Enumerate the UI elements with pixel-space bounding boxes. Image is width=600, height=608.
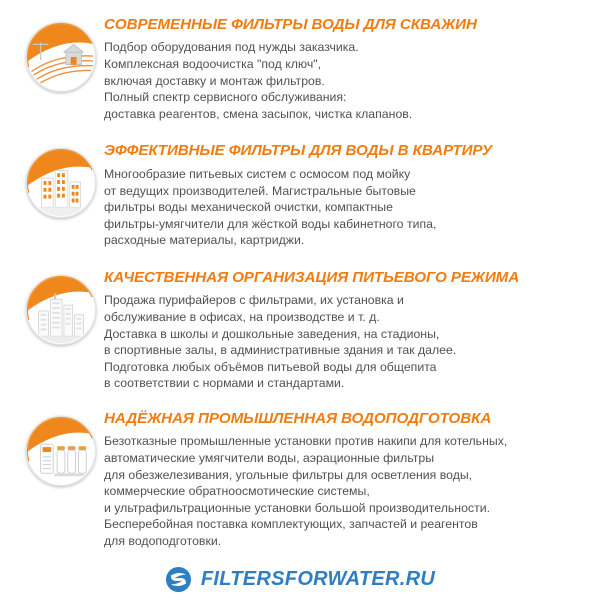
city-towers-icon [26, 275, 96, 345]
text-column [104, 402, 586, 550]
section-body [104, 166, 586, 249]
body-line: Доставка в школы и дошкольные заведения, на стадионы, [104, 326, 440, 341]
body-line: в спортивные залы, в административные здания и так далее. [104, 343, 457, 358]
apartment-building-icon-art [27, 149, 95, 217]
body-line: расходные материалы, картриджи. [104, 233, 305, 248]
body-line: коммерческие обратноосмотические системы, [104, 484, 370, 499]
section-body [104, 433, 586, 549]
body-line: Подбор оборудования под нужды заказчика. [104, 40, 359, 55]
water-swirl-logo-icon [165, 566, 192, 593]
body-line: и ультрафильтрационные установки большой производительности. [104, 500, 490, 515]
body-line: фильтры воды механической очистки, компактные [104, 200, 393, 215]
city-towers-icon-art [27, 276, 95, 344]
body-line: обслуживание в офисах, на производстве и т. д. [104, 309, 380, 324]
section-wells [0, 8, 600, 122]
text-column [104, 261, 586, 392]
site-footer [0, 566, 600, 593]
icon-column [18, 261, 104, 345]
section-apartment [0, 134, 600, 248]
industrial-equipment-icon-art [27, 417, 95, 485]
section-drinking-regime [0, 261, 600, 392]
body-line: доставка реагентов, смена засыпок, чистка клапанов. [104, 106, 413, 121]
body-line: в соответствии с нормами и стандартами. [104, 376, 345, 391]
section-title: КАЧЕСТВЕННАЯ ОРГАНИЗАЦИЯ ПИТЬЕВОГО РЕЖИМА [104, 268, 520, 286]
body-line: Полный спектр сервисного обслуживания: [104, 90, 347, 105]
icon-column [18, 8, 104, 92]
section-body [104, 292, 586, 392]
brand-name[interactable]: FILTERSFORWATER.RU [200, 567, 436, 590]
body-line: Комплексная водоочистка "под ключ", [104, 57, 322, 72]
text-column [104, 134, 586, 248]
field-landscape-icon-art [27, 23, 95, 91]
section-title: НАДЁЖНАЯ ПРОМЫШЛЕННАЯ ВОДОПОДГОТОВКА [104, 409, 492, 427]
icon-column [18, 402, 104, 486]
body-line: автоматические умягчители воды, аэрационные фильтры [104, 450, 435, 465]
section-body [104, 39, 586, 122]
section-title: СОВРЕМЕННЫЕ ФИЛЬТРЫ ВОДЫ ДЛЯ СКВАЖИН [104, 16, 477, 33]
apartment-building-icon [26, 148, 96, 218]
section-title: ЭФФЕКТИВНЫЕ ФИЛЬТРЫ ДЛЯ ВОДЫ В КВАРТИРУ [104, 142, 493, 160]
body-line: Бесперебойная поставка комплектующих, запчастей и реагентов [104, 517, 478, 532]
body-line: фильтры-умягчители для жёсткой воды кабинетного типа, [104, 216, 437, 231]
section-industrial [0, 402, 600, 550]
body-line: Многообразие питьевых систем с осмосом под мойку [104, 166, 411, 181]
industrial-equipment-icon [26, 416, 96, 486]
body-line: для водоподготовки. [104, 533, 222, 548]
body-line: Продажа пурифайеров с фильтрами, их установка и [104, 293, 404, 308]
promo-page [0, 8, 600, 608]
field-landscape-icon [26, 22, 96, 92]
body-line: Безотказные промышленные установки против накипи для котельных, [104, 434, 508, 449]
body-line: для обезжелезивания, угольные фильтры для осветления воды, [104, 467, 473, 482]
body-line: Подготовка любых объёмов питьевой воды для общепита [104, 359, 437, 374]
body-line: от ведущих производителей. Магистральные бытовые [104, 183, 416, 198]
icon-column [18, 134, 104, 218]
water-swirl-logo-art [165, 566, 192, 593]
body-line: включая доставку и монтаж фильтров. [104, 73, 325, 88]
text-column [104, 8, 586, 122]
